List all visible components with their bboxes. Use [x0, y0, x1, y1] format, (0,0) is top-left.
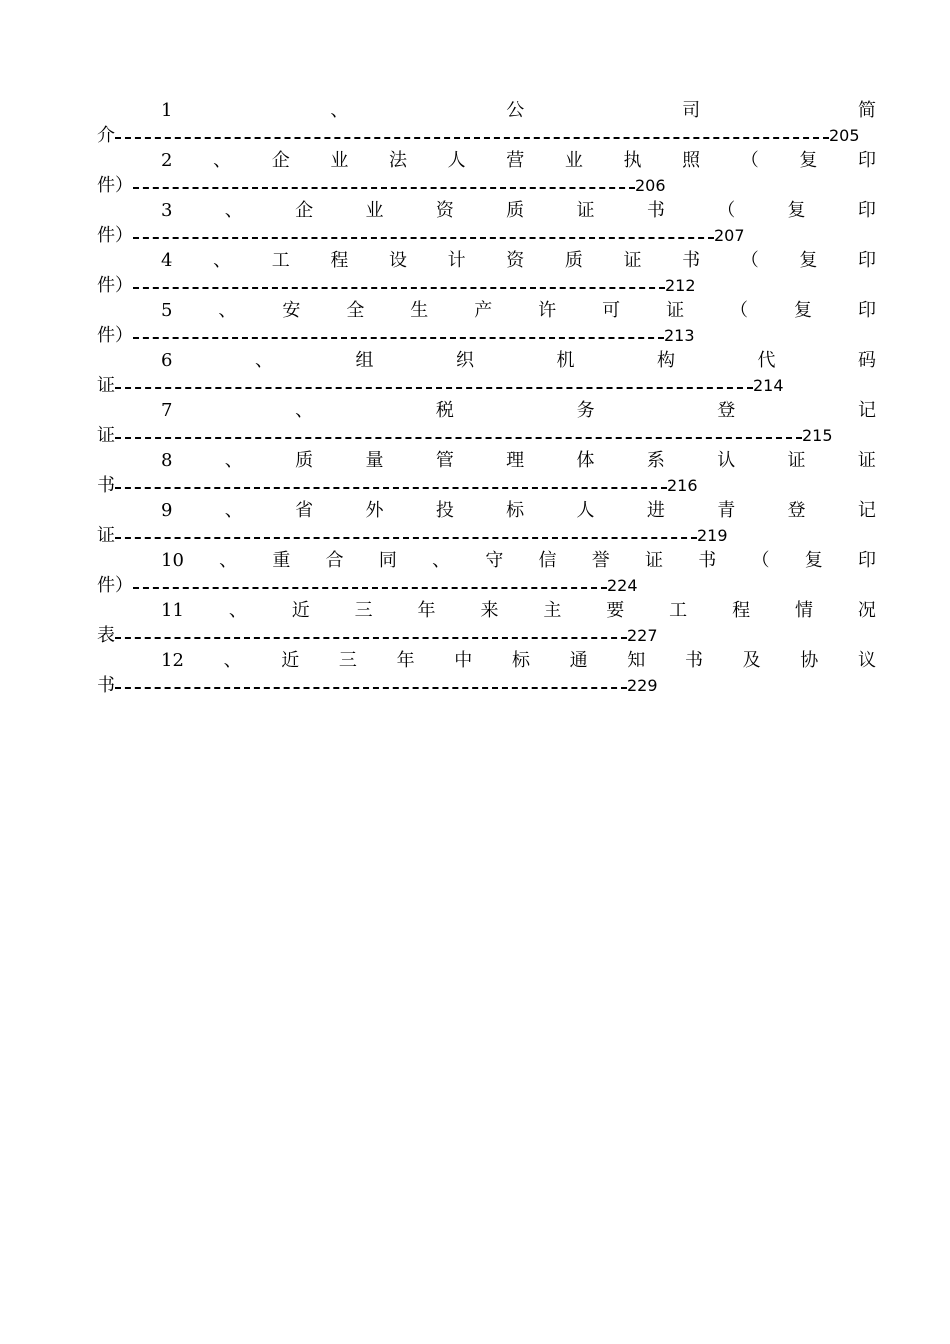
toc-title-char: 公 [506, 100, 525, 121]
toc-title-char: 书 [698, 550, 717, 571]
toc-leader-dots [115, 387, 753, 390]
toc-title-char: 机 [556, 350, 575, 371]
toc-title-char: 资 [435, 200, 454, 221]
toc-entry-leader-line [97, 573, 876, 598]
toc-title-char: 印 [857, 550, 876, 571]
toc-title-char: 、 [213, 250, 232, 271]
toc-page-number: 207 [714, 226, 745, 245]
toc-entry-number: 9 [161, 500, 173, 521]
toc-title-char: 织 [455, 350, 474, 371]
toc-title-char: 、 [228, 600, 247, 621]
toc-title-char: 税 [435, 400, 454, 421]
toc-title-char: 印 [857, 300, 876, 321]
toc-title-char: 复 [804, 550, 823, 571]
toc-title-char: 人 [576, 500, 595, 521]
toc-entry-5[interactable] [97, 298, 876, 348]
toc-title-char: （ [717, 200, 736, 221]
toc-page-number: 214 [753, 376, 784, 395]
toc-entry-number: 3 [161, 200, 173, 221]
toc-title-char: 务 [576, 400, 595, 421]
toc-title-char: 标 [511, 650, 530, 671]
toc-entry-9[interactable] [97, 498, 876, 548]
toc-title-char: 业 [564, 150, 583, 171]
toc-entry-leader-line [97, 223, 876, 248]
toc-title-char: 理 [506, 450, 525, 471]
toc-title-char: 、 [224, 200, 243, 221]
toc-title-char: （ [740, 150, 759, 171]
toc-title-char: 年 [417, 600, 436, 621]
toc-title-char: 同 [378, 550, 397, 571]
toc-page-number: 205 [829, 126, 860, 145]
toc-title-char: 工 [271, 250, 290, 271]
toc-title-char: 书 [682, 250, 701, 271]
toc-title-char: 来 [480, 600, 499, 621]
toc-title-char: 工 [669, 600, 688, 621]
toc-title-char: 照 [682, 150, 701, 171]
toc-entry-title-line [97, 298, 876, 323]
toc-title-char: 全 [346, 300, 365, 321]
toc-title-char: 印 [857, 250, 876, 271]
toc-title-char: 代 [757, 350, 776, 371]
toc-title-char: 省 [295, 500, 314, 521]
toc-entry-7[interactable] [97, 398, 876, 448]
toc-title-char: 、 [330, 100, 349, 121]
toc-title-char: 守 [485, 550, 504, 571]
toc-leader-dots [115, 537, 697, 540]
toc-title-char: 标 [506, 500, 525, 521]
toc-entry-title-line [97, 198, 876, 223]
toc-page-number: 215 [802, 426, 833, 445]
toc-entry-2[interactable] [97, 148, 876, 198]
toc-entry-number: 7 [161, 400, 173, 421]
toc-title-char: 主 [543, 600, 562, 621]
toc-page-number: 229 [627, 676, 658, 695]
toc-entry-title-line [97, 248, 876, 273]
toc-leader-dots [133, 237, 714, 240]
toc-title-char: 简 [857, 100, 876, 121]
toc-title-char: 三 [354, 600, 373, 621]
toc-entry-tail: 件） [97, 325, 133, 346]
toc-title-char: 证 [857, 450, 876, 471]
toc-title-char: 程 [732, 600, 751, 621]
toc-title-char: 年 [396, 650, 415, 671]
toc-entry-tail: 证 [97, 375, 115, 396]
toc-title-char: 况 [857, 600, 876, 621]
toc-title-char: 营 [506, 150, 525, 171]
toc-entry-6[interactable] [97, 348, 876, 398]
toc-entry-title-line [97, 98, 876, 123]
toc-page-number: 219 [697, 526, 728, 545]
toc-entry-tail: 书 [97, 475, 115, 496]
toc-entry-12[interactable] [97, 648, 876, 698]
toc-title-char: 质 [564, 250, 583, 271]
toc-entry-tail: 件） [97, 575, 133, 596]
toc-title-char: 证 [787, 450, 806, 471]
toc-title-char: 证 [645, 550, 664, 571]
toc-entry-title-line [97, 348, 876, 373]
toc-title-char: 质 [506, 200, 525, 221]
toc-entry-title-line [97, 498, 876, 523]
toc-title-char: 重 [272, 550, 291, 571]
toc-entry-leader-line [97, 673, 876, 698]
toc-entry-leader-line [97, 373, 876, 398]
toc-title-char: 系 [646, 450, 665, 471]
toc-entry-number: 10 [161, 550, 184, 571]
toc-title-char: 体 [576, 450, 595, 471]
toc-title-char: 码 [857, 350, 876, 371]
toc-entry-tail: 件） [97, 275, 133, 296]
toc-title-char: 企 [295, 200, 314, 221]
toc-leader-dots [115, 637, 627, 640]
toc-title-char: 安 [282, 300, 301, 321]
toc-entry-title-line [97, 648, 876, 673]
toc-page-number: 213 [664, 326, 695, 345]
toc-entry-title-line [97, 148, 876, 173]
toc-entry-leader-line [97, 423, 876, 448]
toc-title-char: 三 [338, 650, 357, 671]
toc-entry-tail: 书 [97, 675, 115, 696]
toc-title-char: 登 [787, 500, 806, 521]
toc-leader-dots [133, 187, 635, 190]
toc-title-char: 通 [569, 650, 588, 671]
toc-title-char: 近 [281, 650, 300, 671]
toc-title-char: 近 [291, 600, 310, 621]
toc-title-char: 、 [295, 400, 314, 421]
toc-entry-number: 5 [161, 300, 173, 321]
toc-title-char: 业 [365, 200, 384, 221]
toc-title-char: 证 [666, 300, 685, 321]
toc-entry-8[interactable] [97, 448, 876, 498]
toc-title-char: 质 [295, 450, 314, 471]
toc-page-number: 206 [635, 176, 666, 195]
toc-leader-dots [133, 337, 664, 340]
toc-title-char: 生 [410, 300, 429, 321]
toc-title-char: 司 [682, 100, 701, 121]
toc-title-char: 复 [793, 300, 812, 321]
toc-entry-title-line [97, 548, 876, 573]
toc-title-char: 外 [365, 500, 384, 521]
toc-entry-leader-line [97, 523, 876, 548]
toc-title-char: 、 [254, 350, 273, 371]
toc-title-char: 议 [857, 650, 876, 671]
toc-title-char: 进 [646, 500, 665, 521]
toc-page-number: 227 [627, 626, 658, 645]
toc-entry-title-line [97, 448, 876, 473]
toc-title-char: 誉 [591, 550, 610, 571]
toc-entry-leader-line [97, 473, 876, 498]
toc-title-char: 程 [330, 250, 349, 271]
toc-title-char: 证 [623, 250, 642, 271]
toc-leader-dots [115, 487, 667, 490]
toc-title-char: 业 [330, 150, 349, 171]
toc-entry-number: 2 [161, 150, 173, 171]
toc-leader-dots [133, 287, 665, 290]
toc-page-number: 216 [667, 476, 698, 495]
toc-entry-title-line [97, 598, 876, 623]
toc-title-char: 、 [224, 450, 243, 471]
toc-leader-dots [115, 437, 802, 440]
toc-entry-number: 1 [161, 100, 173, 121]
toc-entry-4[interactable] [97, 248, 876, 298]
table-of-contents [97, 98, 876, 698]
toc-entry-leader-line [97, 173, 876, 198]
toc-entry-11[interactable] [97, 598, 876, 648]
toc-entry-number: 11 [161, 600, 184, 621]
toc-page-number: 224 [607, 576, 638, 595]
toc-title-char: 人 [447, 150, 466, 171]
toc-title-char: 要 [606, 600, 625, 621]
toc-title-char: 企 [271, 150, 290, 171]
toc-title-char: 法 [388, 150, 407, 171]
toc-entry-10[interactable] [97, 548, 876, 598]
toc-title-char: 、 [223, 650, 242, 671]
toc-entry-leader-line [97, 323, 876, 348]
toc-title-char: 中 [454, 650, 473, 671]
toc-title-char: 、 [213, 150, 232, 171]
toc-entry-title-line [97, 398, 876, 423]
toc-title-char: 印 [857, 200, 876, 221]
toc-entry-3[interactable] [97, 198, 876, 248]
toc-title-char: 复 [799, 150, 818, 171]
toc-title-char: 记 [857, 400, 876, 421]
toc-title-char: 设 [388, 250, 407, 271]
toc-leader-dots [115, 687, 627, 690]
toc-title-char: 构 [656, 350, 675, 371]
toc-entry-number: 6 [161, 350, 173, 371]
toc-title-char: 青 [717, 500, 736, 521]
toc-title-char: 许 [538, 300, 557, 321]
toc-title-char: 复 [799, 250, 818, 271]
toc-leader-dots [133, 587, 607, 590]
toc-title-char: 可 [602, 300, 621, 321]
toc-entry-number: 12 [161, 650, 184, 671]
toc-entry-tail: 介 [97, 125, 115, 146]
toc-entry-leader-line [97, 623, 876, 648]
toc-entry-number: 8 [161, 450, 173, 471]
toc-title-char: 计 [447, 250, 466, 271]
toc-title-char: 、 [224, 500, 243, 521]
toc-entry-tail: 表 [97, 625, 115, 646]
toc-title-char: （ [751, 550, 770, 571]
toc-title-char: 资 [506, 250, 525, 271]
toc-title-char: 书 [646, 200, 665, 221]
toc-title-char: 认 [717, 450, 736, 471]
toc-title-char: （ [730, 300, 749, 321]
toc-page-number: 212 [665, 276, 696, 295]
toc-entry-leader-line [97, 273, 876, 298]
toc-entry-tail: 件） [97, 175, 133, 196]
toc-title-char: 及 [742, 650, 761, 671]
toc-title-char: 知 [627, 650, 646, 671]
toc-title-char: 、 [219, 550, 238, 571]
toc-leader-dots [115, 137, 829, 140]
toc-entry-tail: 件） [97, 225, 133, 246]
toc-title-char: 书 [684, 650, 703, 671]
toc-title-char: 情 [794, 600, 813, 621]
toc-title-char: 、 [218, 300, 237, 321]
toc-entry-leader-line [97, 123, 876, 148]
toc-title-char: 管 [435, 450, 454, 471]
toc-title-char: 合 [325, 550, 344, 571]
toc-title-char: 量 [365, 450, 384, 471]
toc-title-char: 复 [787, 200, 806, 221]
toc-title-char: 协 [800, 650, 819, 671]
toc-title-char: 信 [538, 550, 557, 571]
toc-title-char: 组 [355, 350, 374, 371]
toc-entry-tail: 证 [97, 425, 115, 446]
toc-title-char: 证 [576, 200, 595, 221]
toc-title-char: 印 [857, 150, 876, 171]
toc-entry-tail: 证 [97, 525, 115, 546]
toc-title-char: 执 [623, 150, 642, 171]
toc-title-char: 登 [717, 400, 736, 421]
toc-title-char: 投 [435, 500, 454, 521]
toc-title-char: 记 [857, 500, 876, 521]
toc-entry-1[interactable] [97, 98, 876, 148]
toc-title-char: （ [740, 250, 759, 271]
toc-entry-number: 4 [161, 250, 173, 271]
toc-title-char: 、 [432, 550, 451, 571]
toc-title-char: 产 [474, 300, 493, 321]
